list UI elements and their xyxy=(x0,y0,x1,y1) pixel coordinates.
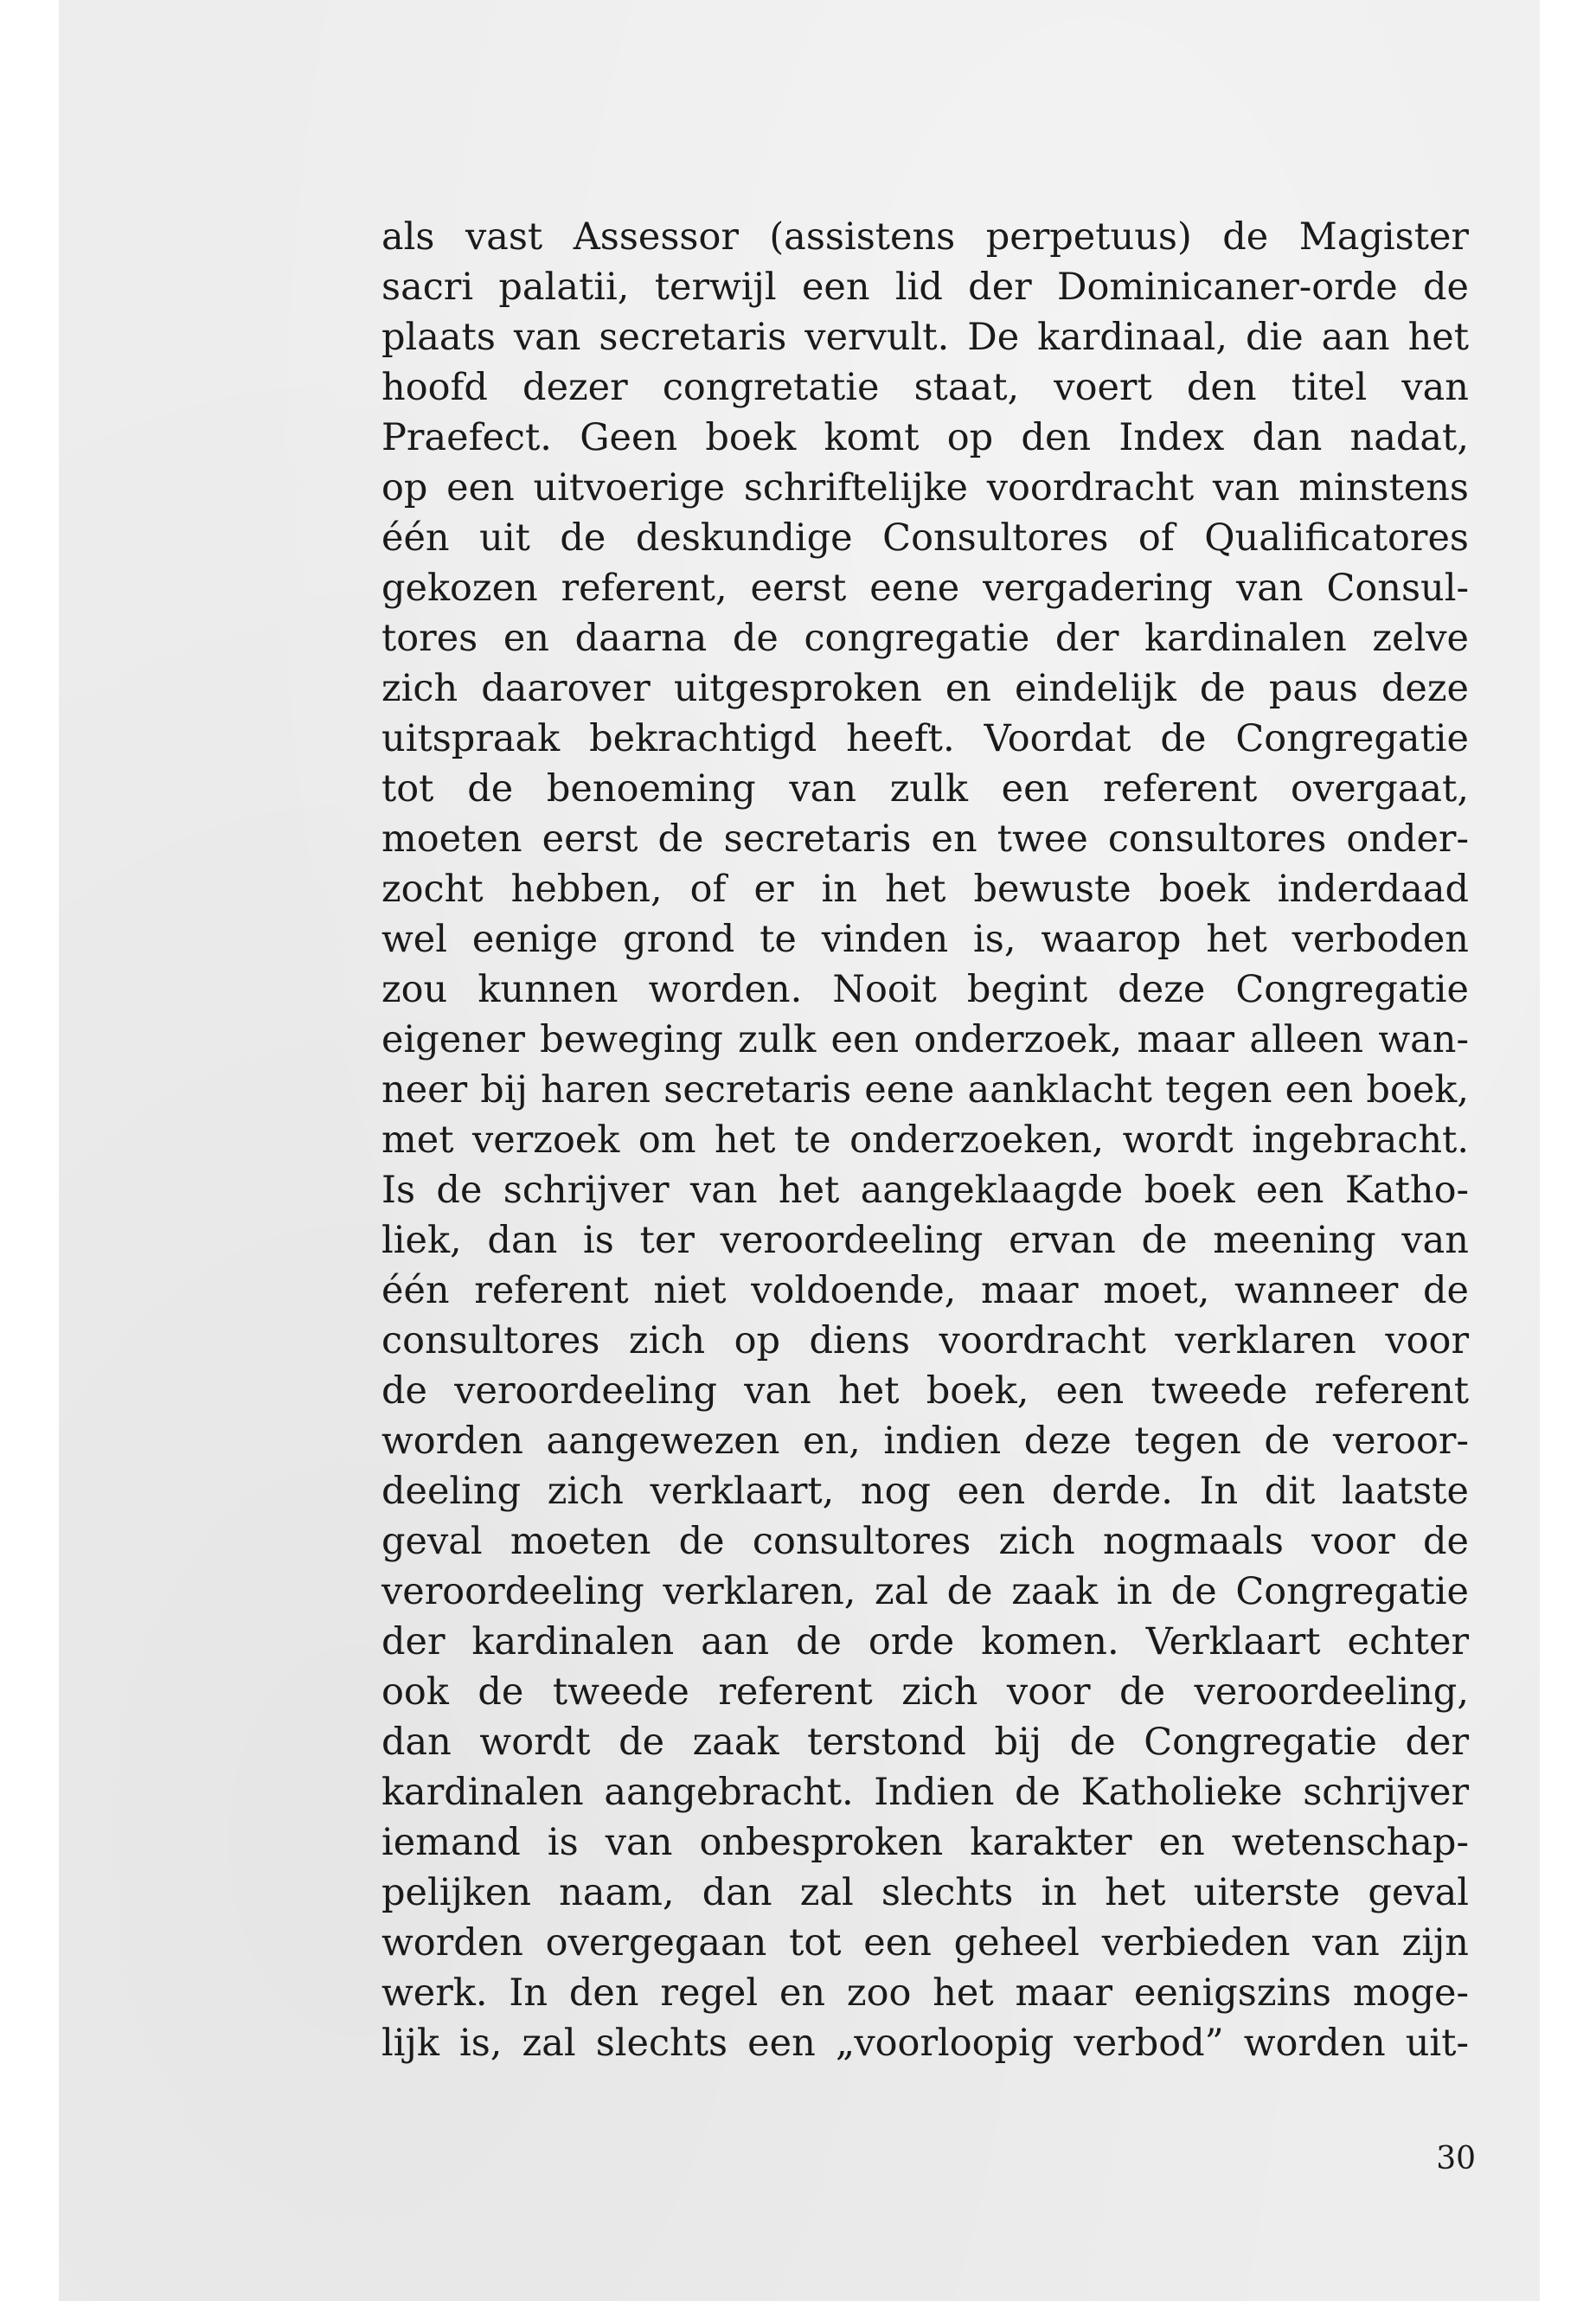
text-line: één uit de deskundige Consultores of Qualificatores xyxy=(381,516,1469,560)
text-line: iemand is van onbesproken karakter en wetenschap- xyxy=(381,1821,1469,1864)
text-line: uitspraak bekrachtigd heeft. Voordat de Congregatie xyxy=(381,717,1469,760)
text-line: consultores zich op diens voordracht verklaren voor xyxy=(381,1319,1469,1362)
body-text xyxy=(381,212,1469,2068)
text-line: zou kunnen worden. Nooit begint deze Congregatie xyxy=(381,968,1469,1011)
text-line: worden aangewezen en, indien deze tegen de veroor- xyxy=(381,1420,1469,1463)
text-line: deeling zich verklaart, nog een derde. In dit laatste xyxy=(381,1470,1469,1513)
text-line: neer bij haren secretaris eene aanklacht tegen een boek, xyxy=(381,1068,1469,1112)
text-line: sacri palatii, terwijl een lid der Dominicaner-orde de xyxy=(381,266,1469,309)
text-line: op een uitvoerige schriftelijke voordracht van minstens xyxy=(381,466,1469,510)
text-line: zich daarover uitgesproken en eindelijk de paus deze xyxy=(381,667,1469,710)
text-line: met verzoek om het te onderzoeken, wordt ingebracht. xyxy=(381,1118,1469,1162)
text-line: ook de tweede referent zich voor de veroordeeling, xyxy=(381,1670,1469,1714)
text-line: geval moeten de consultores zich nogmaals voor de xyxy=(381,1520,1469,1563)
text-line: één referent niet voldoende, maar moet, wanneer de xyxy=(381,1269,1469,1312)
text-line: als vast Assessor (assistens perpetuus) de Magister xyxy=(381,215,1469,259)
text-line: pelijken naam, dan zal slechts in het uiterste geval xyxy=(381,1871,1469,1914)
text-line: tot de benoeming van zulk een referent overgaat, xyxy=(381,767,1469,811)
text-line: gekozen referent, eerst eene vergadering van Consul- xyxy=(381,567,1469,610)
text-line: der kardinalen aan de orde komen. Verklaart echter xyxy=(381,1620,1469,1663)
text-line: zocht hebben, of er in het bewuste boek inderdaad xyxy=(381,868,1469,911)
text-line: worden overgegaan tot een geheel verbieden van zijn xyxy=(381,1921,1469,1965)
text-line: Is de schrijver van het aangeklaagde boek een Katho- xyxy=(381,1169,1469,1212)
text-line: moeten eerst de secretaris en twee consultores onder- xyxy=(381,817,1469,861)
text-line: hoofd dezer congretatie staat, voert den titel van xyxy=(381,366,1469,409)
page-number: 30 xyxy=(1436,2141,1476,2176)
text-line: lijk is, zal slechts een „voorloopig verbod” worden uit- xyxy=(381,2022,1469,2065)
text-line: liek, dan is ter veroordeeling ervan de meening van xyxy=(381,1219,1469,1262)
book-page xyxy=(59,0,1540,2301)
text-line: Praefect. Geen boek komt op den Index dan nadat, xyxy=(381,416,1469,459)
text-line: veroordeeling verklaren, zal de zaak in de Congregatie xyxy=(381,1570,1469,1613)
text-line: de veroordeeling van het boek, een tweede referent xyxy=(381,1369,1469,1413)
text-line: plaats van secretaris vervult. De kardinaal, die aan het xyxy=(381,316,1469,359)
text-line: kardinalen aangebracht. Indien de Katholieke schrijver xyxy=(381,1771,1469,1814)
text-line: wel eenige grond te vinden is, waarop het verboden xyxy=(381,918,1469,961)
text-line: werk. In den regel en zoo het maar eenigszins moge- xyxy=(381,1971,1469,2015)
text-line: tores en daarna de congregatie der kardinalen zelve xyxy=(381,617,1469,660)
text-line: dan wordt de zaak terstond bij de Congregatie der xyxy=(381,1721,1469,1764)
text-line: eigener beweging zulk een onderzoek, maar alleen wan- xyxy=(381,1018,1469,1061)
